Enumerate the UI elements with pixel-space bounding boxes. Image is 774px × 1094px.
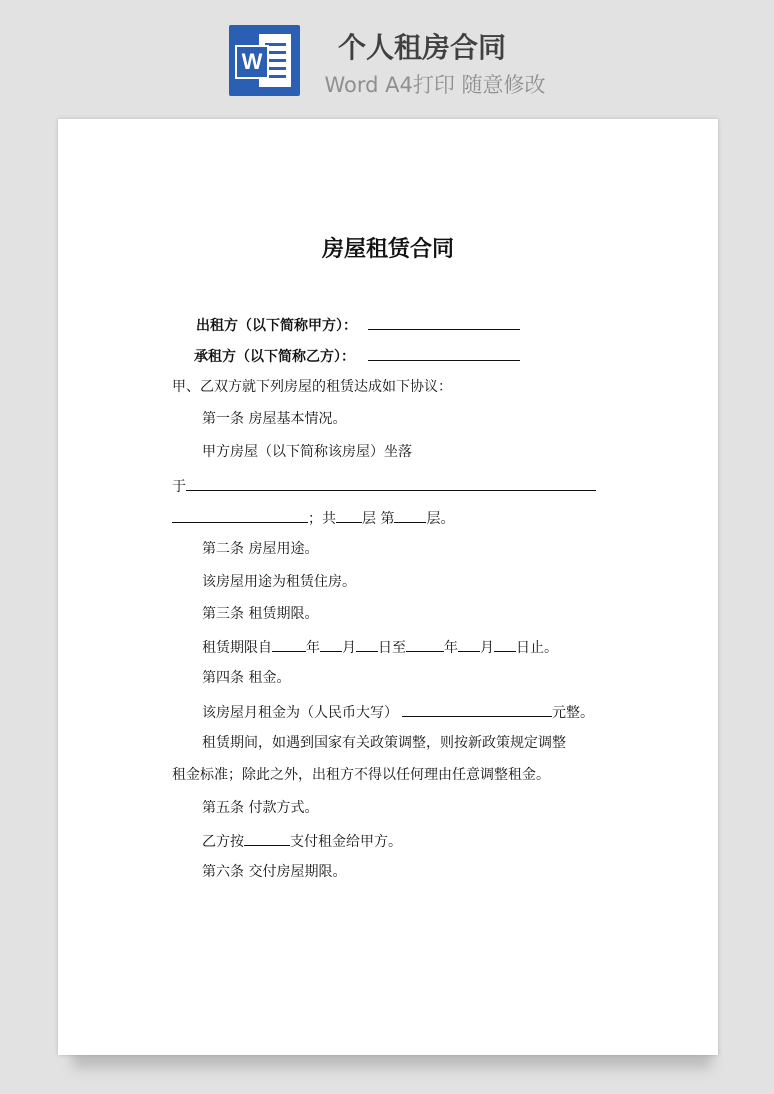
article-1-text: 甲方房屋（以下简称该房屋）坐落 (202, 444, 412, 460)
lessor-line (196, 314, 520, 336)
rent-adjust-line-2: 租金标准；除此之外，出租方不得以任何理由任意调整租金。 (172, 767, 550, 783)
year-label: 年 (306, 640, 320, 656)
start-year-blank[interactable] (272, 636, 306, 652)
location-blank[interactable] (186, 475, 596, 491)
day-end-label: 日止。 (516, 640, 558, 656)
intro-paragraph: 甲、乙双方就下列房屋的租赁达成如下协议： (172, 379, 452, 395)
term-prefix: 租赁期限自 (202, 640, 272, 656)
document-title: 房屋租赁合同 (321, 237, 454, 262)
floor-line (172, 507, 454, 529)
article-1-heading: 第一条 房屋基本情况。 (202, 411, 347, 427)
payment-method-blank[interactable] (244, 830, 290, 846)
lessee-line (194, 345, 520, 367)
location-blank-cont[interactable] (172, 507, 308, 523)
rent-adjust-line-1: 租赁期间，如遇到国家有关政策调整，则按新政策规定调整 (202, 735, 566, 751)
article-4-heading: 第四条 租金。 (202, 670, 291, 686)
pay-suffix: 支付租金给甲方。 (290, 834, 402, 850)
floor-number-blank[interactable] (394, 507, 426, 523)
total-floors-blank[interactable] (336, 507, 362, 523)
floor-sep: ；共 (308, 511, 336, 527)
rent-amount-blank[interactable] (402, 701, 552, 717)
document-page (58, 119, 718, 1055)
end-day-blank[interactable] (494, 636, 516, 652)
header-title: 个人租房合同 (337, 31, 506, 64)
rent-suffix: 元整。 (552, 705, 594, 721)
end-month-blank[interactable] (458, 636, 480, 652)
floor-end: 层。 (426, 511, 455, 527)
word-logo-icon (229, 25, 300, 96)
rent-prefix: 该房屋月租金为（人民币大写） (202, 705, 398, 721)
page-shadow (72, 1052, 712, 1074)
pay-prefix: 乙方按 (202, 834, 244, 850)
payment-line (202, 830, 402, 852)
word-letter: W (235, 45, 269, 79)
article-3-heading: 第三条 租赁期限。 (202, 606, 319, 622)
article-2-text: 该房屋用途为租赁住房。 (202, 574, 356, 590)
term-line (202, 636, 558, 658)
header-subtitle: Word A4打印 随意修改 (324, 73, 546, 97)
day-to-label: 日至 (378, 640, 406, 656)
article-6-heading: 第六条 交付房屋期限。 (202, 864, 347, 880)
article-2-heading: 第二条 房屋用途。 (202, 541, 319, 557)
rent-line (202, 701, 594, 723)
floor-unit: 层 第 (362, 511, 395, 527)
start-month-blank[interactable] (320, 636, 342, 652)
lessee-blank[interactable] (368, 345, 520, 361)
lessor-blank[interactable] (368, 314, 520, 330)
lessee-label: 承租方（以下简称乙方）： (194, 349, 355, 365)
location-prefix: 于 (172, 479, 186, 495)
year-label: 年 (444, 640, 458, 656)
lessor-label: 出租方（以下简称甲方）： (196, 318, 357, 334)
article-5-heading: 第五条 付款方式。 (202, 800, 319, 816)
location-line (172, 475, 596, 497)
month-label: 月 (480, 640, 494, 656)
start-day-blank[interactable] (356, 636, 378, 652)
end-year-blank[interactable] (406, 636, 444, 652)
month-label: 月 (342, 640, 356, 656)
